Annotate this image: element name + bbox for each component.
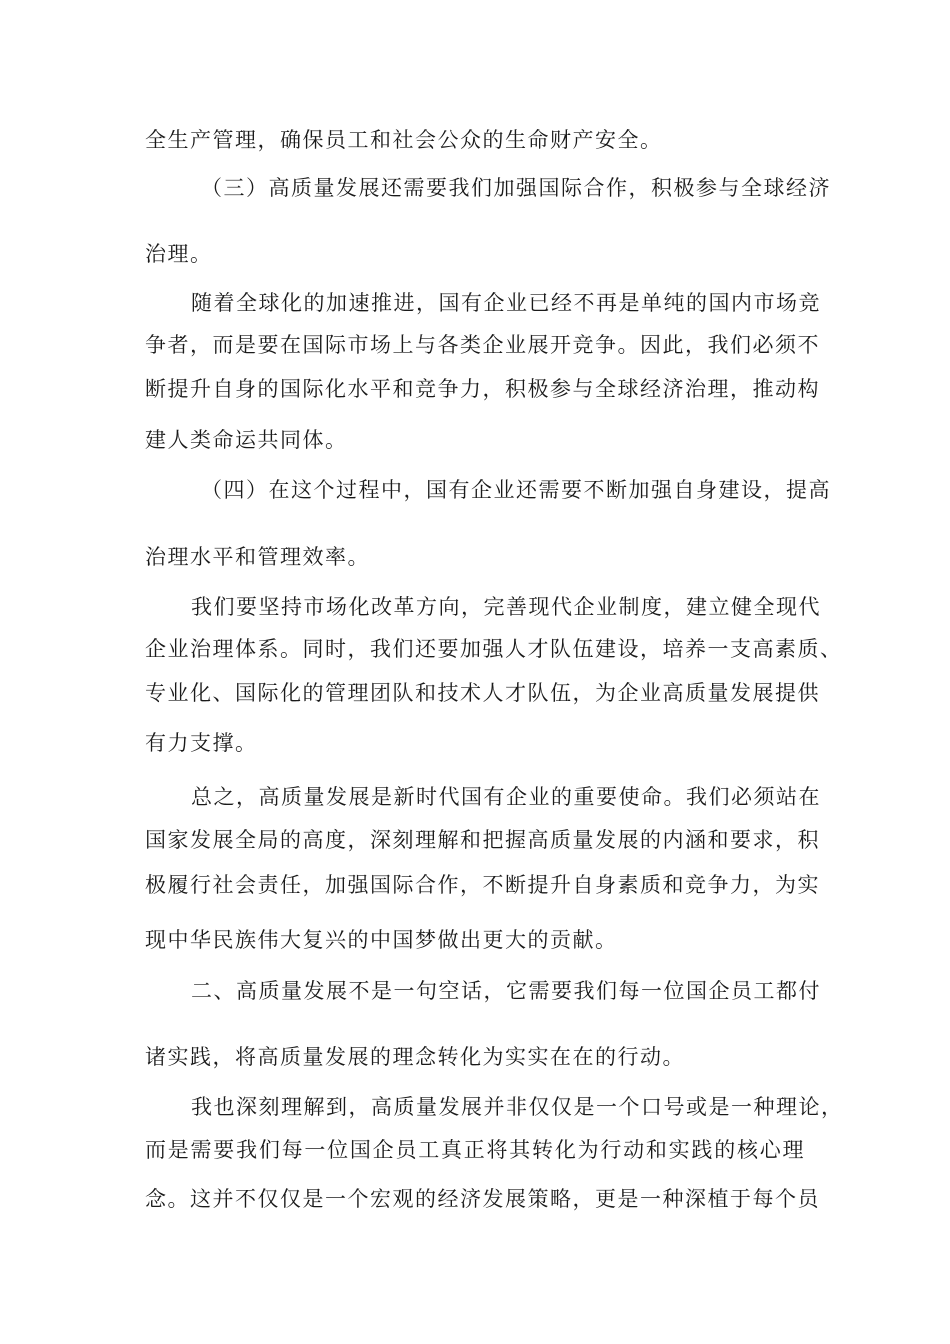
paragraph-line: 国家发展全局的高度，深刻理解和把握高质量发展的内涵和要求，积 xyxy=(145,828,820,852)
paragraph-line: 极履行社会责任，加强国际合作，不断提升自身素质和竞争力，为实 xyxy=(145,873,820,897)
paragraph-line: 争者，而是要在国际市场上与各类企业展开竞争。因此，我们必须不 xyxy=(145,333,820,357)
section-heading: （四）在这个过程中，国有企业还需要不断加强自身建设，提高 xyxy=(201,478,831,502)
section-heading: 二、高质量发展不是一句空话，它需要我们每一位国企员工都付 xyxy=(191,979,821,1003)
paragraph-line: 专业化、国际化的管理团队和技术人才队伍，为企业高质量发展提供 xyxy=(145,681,820,705)
paragraph-line: 我们要坚持市场化改革方向，完善现代企业制度，建立健全现代 xyxy=(191,595,821,619)
paragraph-line: 有力支撑。 xyxy=(145,731,258,755)
section-heading: （三）高质量发展还需要我们加强国际合作，积极参与全球经济 xyxy=(201,176,831,200)
paragraph-line: 总之，高质量发展是新时代国有企业的重要使命。我们必须站在 xyxy=(191,785,821,809)
paragraph-line: 随着全球化的加速推进，国有企业已经不再是单纯的国内市场竞 xyxy=(191,291,821,315)
paragraph-line: 建人类命运共同体。 xyxy=(145,428,348,452)
text-line: 全生产管理，确保员工和社会公众的生命财产安全。 xyxy=(145,128,663,152)
paragraph-line: 断提升自身的国际化水平和竞争力，积极参与全球经济治理，推动构 xyxy=(145,377,820,401)
paragraph-line: 现中华民族伟大复兴的中国梦做出更大的贡献。 xyxy=(145,928,618,952)
section-heading: 诸实践，将高质量发展的理念转化为实实在在的行动。 xyxy=(145,1045,685,1069)
paragraph-line: 企业治理体系。同时，我们还要加强人才队伍建设，培养一支高素质、 xyxy=(145,637,843,661)
paragraph-line: 念。这并不仅仅是一个宏观的经济发展策略，更是一种深植于每个员 xyxy=(145,1187,820,1211)
document-page xyxy=(145,0,844,1344)
section-heading: 治理水平和管理效率。 xyxy=(145,545,370,569)
section-heading: 治理。 xyxy=(145,242,213,266)
paragraph-line: 而是需要我们每一位国企员工真正将其转化为行动和实践的核心理 xyxy=(145,1138,805,1162)
paragraph-line: 我也深刻理解到，高质量发展并非仅仅是一个口号或是一种理论， xyxy=(191,1095,844,1119)
